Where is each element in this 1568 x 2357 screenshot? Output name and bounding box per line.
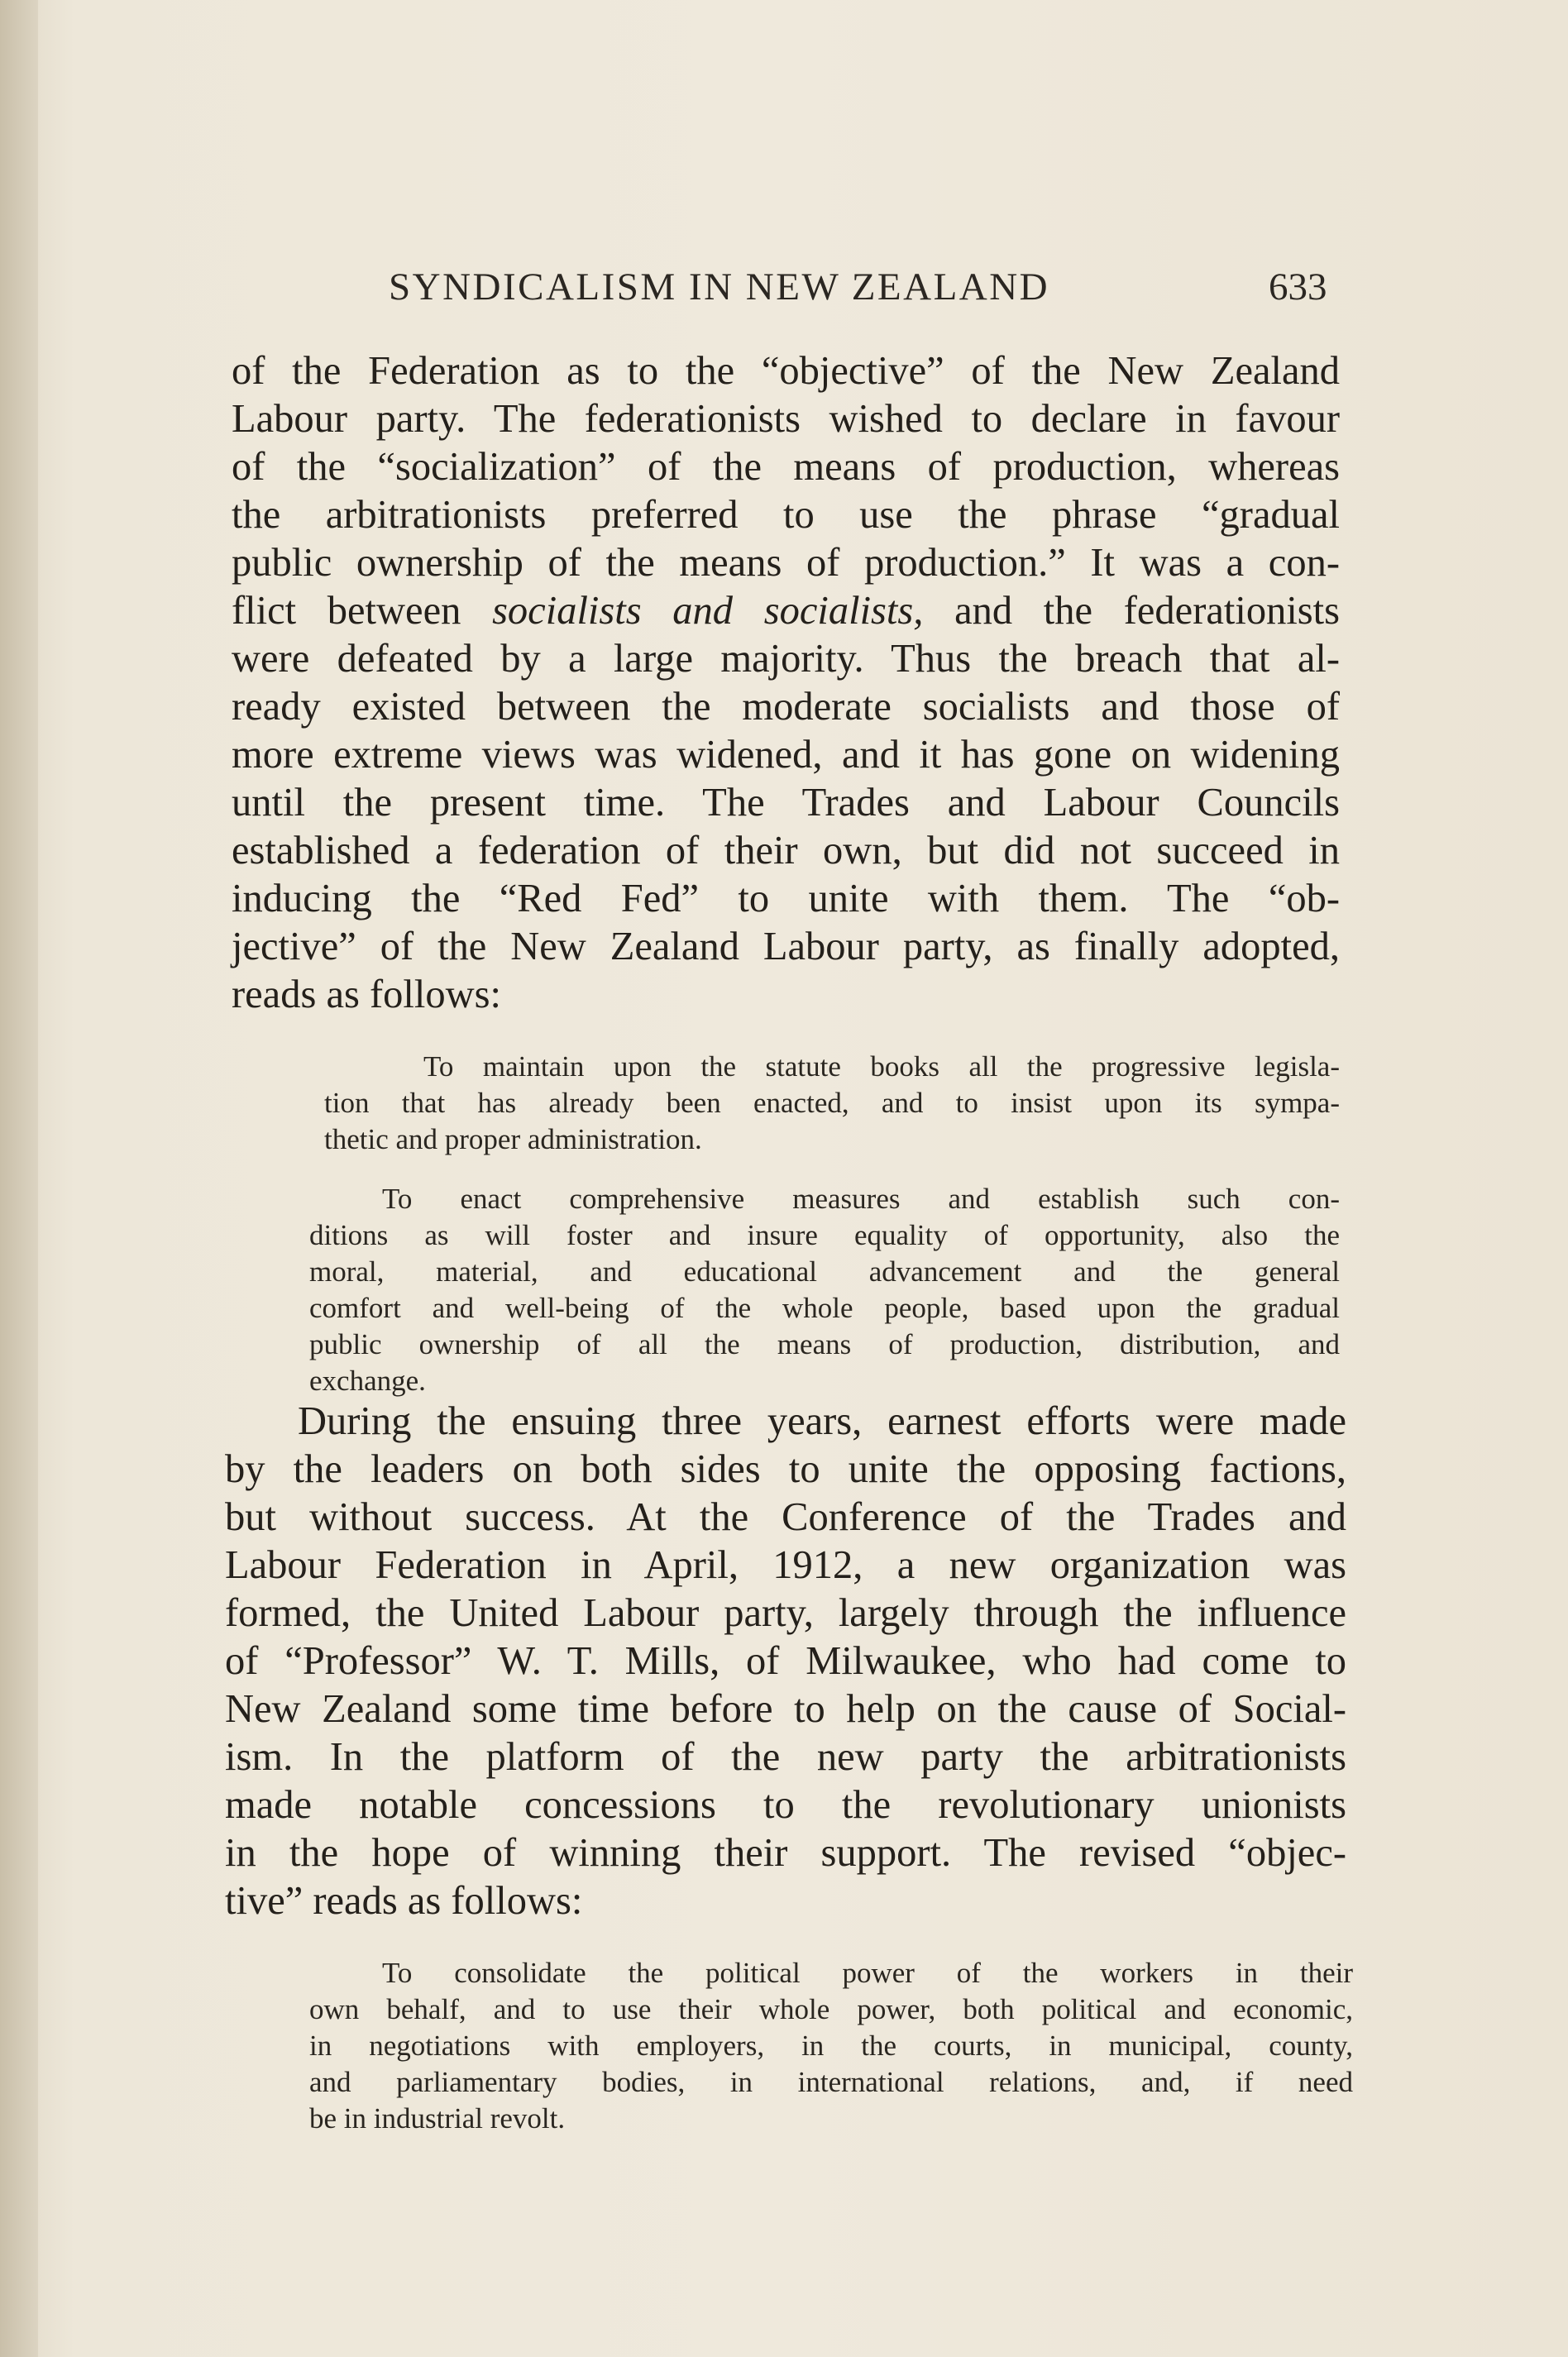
text-line: reads as follows:: [232, 973, 501, 1016]
block-quote-2: [309, 1181, 1340, 1399]
text-segment: and the federationists: [954, 589, 1341, 633]
quote-line: public ownership of all the means of production, distribution, and: [309, 1328, 1340, 1360]
paragraph-2: [225, 1398, 1346, 1925]
quote-line: comfort and well-being of the whole people, based upon the gradual: [309, 1292, 1340, 1324]
page-header: [0, 258, 1568, 316]
block-quote-3: [309, 1955, 1353, 2137]
quote-line: To maintain upon the statute books all the progressive legisla-: [423, 1050, 1340, 1083]
text-line: tive” reads as follows:: [225, 1879, 583, 1923]
quote-line: moral, material, and educational advancement and the general: [309, 1255, 1340, 1288]
italic-emphasis: socialists and socialists,: [492, 589, 924, 633]
text-line: established a federation of their own, but did not succeed in: [232, 829, 1340, 873]
text-line: of the Federation as to the “objective” of the New Zealand: [232, 349, 1340, 393]
text-line: made notable concessions to the revolutionary unionists: [225, 1783, 1346, 1827]
quote-line: in negotiations with employers, in the courts, in municipal, county,: [309, 2030, 1353, 2062]
quote-line: exchange.: [309, 1365, 426, 1397]
page-gutter: [0, 0, 38, 2357]
text-line: New Zealand some time before to help on the cause of Social-: [225, 1687, 1346, 1731]
text-line: until the present time. The Trades and Labour Councils: [232, 781, 1340, 825]
text-line: of the “socialization” of the means of production, whereas: [232, 445, 1340, 489]
text-line: more extreme views was widened, and it has gone on widening: [232, 733, 1340, 777]
quote-line: To consolidate the political power of the workers in their: [382, 1957, 1353, 1989]
quote-line: tion that has already been enacted, and to insist upon its sympa-: [324, 1087, 1340, 1119]
text-line: in the hope of winning their support. The revised “objec-: [225, 1831, 1346, 1875]
text-line-with-emphasis: [232, 587, 1340, 635]
running-title: SYNDICALISM IN NEW ZEALAND: [389, 265, 1050, 308]
text-line: were defeated by a large majority. Thus the breach that al-: [232, 637, 1340, 681]
text-line: by the leaders on both sides to unite the opposing factions,: [225, 1447, 1346, 1491]
page-number: 633: [1269, 265, 1327, 308]
text-line: formed, the United Labour party, largely through the influence: [225, 1591, 1346, 1635]
text-segment: flict between: [232, 589, 461, 633]
quote-line: own behalf, and to use their whole power, both political and economic,: [309, 1993, 1353, 2025]
text-line: Labour Federation in April, 1912, a new organization was: [225, 1543, 1346, 1587]
text-line: During the ensuing three years, earnest efforts were made: [298, 1399, 1346, 1443]
text-line: jective” of the New Zealand Labour party, as finally adopted,: [232, 925, 1340, 968]
text-line: Labour party. The federationists wished to declare in favour: [232, 397, 1340, 441]
text-line: the arbitrationists preferred to use the phrase “gradual: [232, 493, 1340, 537]
text-line: inducing the “Red Fed” to unite with them. The “ob-: [232, 877, 1340, 920]
text-line: ready existed between the moderate socialists and those of: [232, 685, 1340, 729]
text-line: of “Professor” W. T. Mills, of Milwaukee, who had come to: [225, 1639, 1346, 1683]
paragraph-1: [232, 347, 1340, 1019]
quote-line: be in industrial revolt.: [309, 2102, 566, 2135]
quote-line: thetic and proper administration.: [324, 1123, 702, 1155]
text-line: public ownership of the means of production.” It was a con-: [232, 541, 1340, 585]
quote-line: and parliamentary bodies, in international relations, and, if need: [309, 2066, 1353, 2098]
quote-line: ditions as will foster and insure equality of opportunity, also the: [309, 1219, 1340, 1251]
text-line: but without success. At the Conference of the Trades and: [225, 1495, 1346, 1539]
text-line: ism. In the platform of the new party the arbitrationists: [225, 1735, 1346, 1779]
block-quote-1: [324, 1049, 1340, 1158]
quote-line: To enact comprehensive measures and establish such con-: [382, 1183, 1340, 1215]
